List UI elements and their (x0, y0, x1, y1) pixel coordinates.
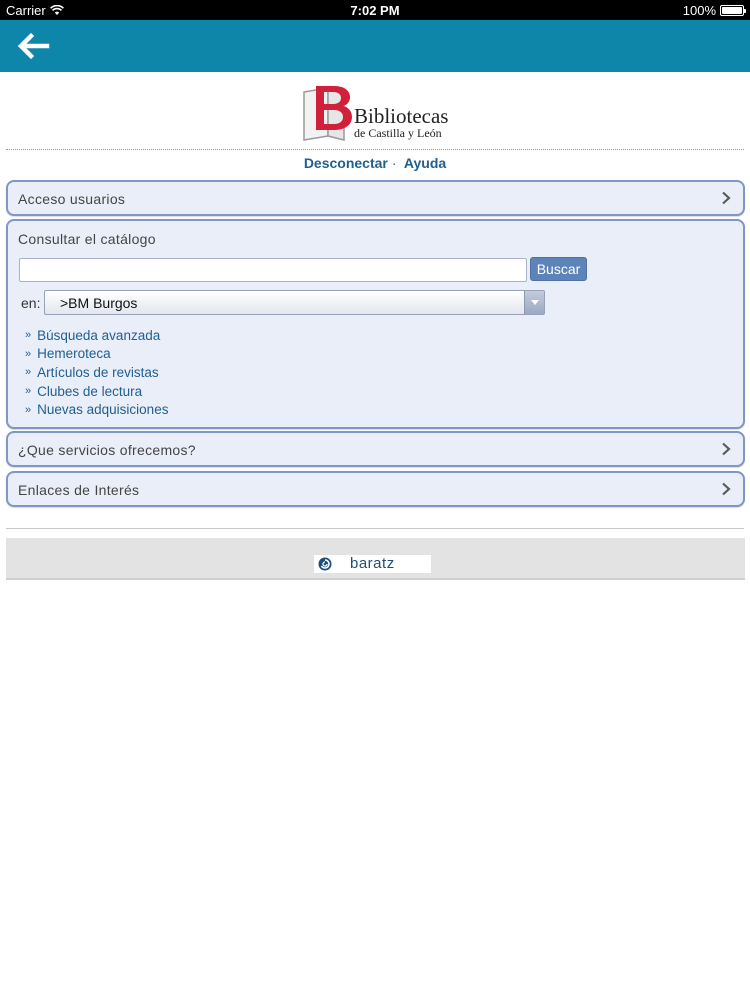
library-select-label: en: (21, 295, 41, 311)
chevron-right-icon (721, 442, 731, 456)
battery-group (683, 3, 744, 18)
dotted-divider (6, 149, 744, 150)
nav-bar (0, 20, 750, 72)
footer-divider (6, 528, 744, 529)
logo-text (354, 106, 448, 140)
raquo-icon: » (25, 329, 32, 342)
panel-interest-links-title: Enlaces de Interés (18, 482, 140, 498)
link-label: Hemeroteca (37, 346, 111, 362)
carrier-label: Carrier (6, 3, 46, 18)
raquo-icon: » (25, 403, 32, 416)
library-select-value: >BM Burgos (60, 295, 138, 311)
panel-user-access[interactable] (6, 180, 745, 216)
status-bar (0, 0, 750, 20)
panel-interest-links[interactable] (6, 471, 745, 507)
panel-catalog-title: Consultar el catálogo (18, 231, 156, 247)
link-label: Clubes de lectura (37, 383, 143, 399)
link-label: Nuevas adquisiciones (37, 402, 169, 418)
arrow-left-icon (16, 32, 50, 60)
chevron-down-icon (524, 291, 544, 314)
top-links (0, 155, 750, 171)
advanced-search-link[interactable] (25, 326, 168, 345)
battery-icon (720, 5, 744, 16)
baratz-label: baratz (350, 555, 395, 572)
disconnect-link[interactable]: Desconectar (303, 155, 388, 171)
raquo-icon: » (25, 366, 32, 379)
logo-line2: de Castilla y León (354, 126, 442, 140)
library-select[interactable] (44, 290, 545, 315)
help-link[interactable]: Ayuda (403, 155, 447, 171)
logo-line1: Bibliotecas (354, 104, 449, 128)
panel-services[interactable] (6, 431, 745, 467)
back-button[interactable] (16, 32, 52, 60)
search-button[interactable]: Buscar (530, 257, 587, 281)
battery-percent: 100% (682, 3, 716, 18)
chevron-right-icon (721, 482, 731, 496)
panel-user-access-title: Acceso usuarios (18, 191, 126, 207)
journal-articles-link[interactable] (25, 363, 168, 382)
hemeroteca-link[interactable] (25, 345, 168, 364)
link-separator: · (391, 155, 397, 171)
catalog-links (25, 326, 168, 419)
link-label: Búsqueda avanzada (37, 327, 161, 343)
raquo-icon: » (25, 385, 32, 398)
clock: 7:02 PM (350, 3, 400, 18)
raquo-icon: » (25, 347, 32, 360)
panel-services-title: ¿Que servicios ofrecemos? (18, 442, 196, 458)
baratz-logo[interactable] (314, 555, 431, 573)
link-label: Artículos de revistas (37, 364, 159, 380)
panel-catalog (6, 219, 745, 429)
chevron-right-icon (721, 191, 731, 205)
new-acquisitions-link[interactable] (25, 400, 168, 419)
catalog-search-input[interactable] (19, 258, 527, 282)
reading-clubs-link[interactable] (25, 382, 168, 401)
baratz-swirl-icon (318, 557, 332, 571)
